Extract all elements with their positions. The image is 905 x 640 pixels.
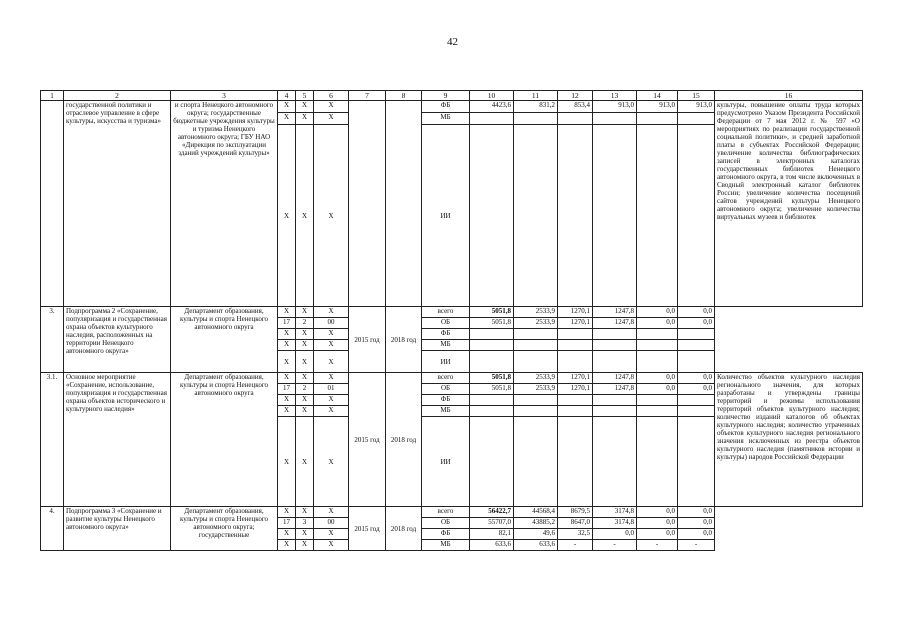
funding-source-cell: МБ [422,406,470,417]
code-cell: X [314,529,349,540]
funding-source-cell: всего [422,307,470,318]
amount-cell [558,340,593,351]
amount-cell: 633,6 [470,540,514,551]
funding-source-cell: ФБ [422,101,470,113]
table-row [41,507,863,518]
amount-cell: - [637,540,678,551]
amount-cell [514,406,558,417]
amount-cell: 3174,8 [593,507,637,518]
code-cell: X [278,101,296,113]
amount-cell [470,395,514,406]
column-header: 14 [637,91,678,101]
amount-cell [514,417,558,507]
funding-source-cell: ИИ [422,351,470,373]
amount-cell [678,329,715,340]
amount-cell: 0,0 [678,518,715,529]
amount-cell [593,113,637,125]
amount-cell: 1270,1 [558,373,593,384]
code-cell: X [296,307,314,318]
code-cell: X [314,351,349,373]
amount-cell: - [593,540,637,551]
amount-cell [470,417,514,507]
amount-cell: 633,6 [514,540,558,551]
end-year-cell: 2018 год [386,307,422,373]
amount-cell [637,395,678,406]
amount-cell: 2533,9 [514,318,558,329]
code-cell: 00 [314,518,349,529]
funding-source-cell: всего [422,507,470,518]
amount-cell [593,417,637,507]
column-header: 11 [514,91,558,101]
funding-source-cell: ОБ [422,518,470,529]
result-cell: Количество объектов культурного наследия регионального значения, для которых разработаны и утверждены границы территорий и режимы использования территорий объектов культурного наследия; количество изданий каталогов об объектах культурного наследия; количество утраченных объектов культурного наследия регионального значения исключенных из реестра объектов культурного наследия (памятников истории и культуры) народов Российской Федерации [715,373,863,507]
amount-cell [593,329,637,340]
page-number: 42 [447,36,458,48]
amount-cell: 5051,8 [470,384,514,395]
amount-cell: 2533,9 [514,307,558,318]
code-cell: X [296,395,314,406]
amount-cell [470,340,514,351]
code-cell: X [314,340,349,351]
code-cell: X [296,417,314,507]
amount-cell: 0,0 [637,373,678,384]
column-header: 4 [278,91,296,101]
amount-cell: 8647,0 [558,518,593,529]
code-cell: X [296,125,314,307]
end-year-cell [386,101,422,307]
program-name-cell: Подпрограмма 2 «Сохранение, популяризация и государственная охрана объектов культурного наследия, расположенных на территории Ненецкого автономного округа» [64,307,171,373]
column-header: 2 [64,91,171,101]
amount-cell: - [678,540,715,551]
column-header: 9 [422,91,470,101]
amount-cell: 0,0 [637,318,678,329]
executor-cell: и спорта Ненецкого автономного округа; государственные бюджетные учреждения культуры и туризма Ненецкого автономного округа; ГБУ НАО «Дирекция по эксплуатации зданий учреждений культуры» [171,101,278,307]
amount-cell: 913,0 [678,101,715,113]
code-cell: X [278,395,296,406]
code-cell: X [278,307,296,318]
amount-cell: 2533,9 [514,373,558,384]
funding-source-cell: ФБ [422,395,470,406]
code-cell: X [278,540,296,551]
code-cell: X [296,529,314,540]
amount-cell: 0,0 [678,507,715,518]
amount-cell: 0,0 [637,307,678,318]
amount-cell: 913,0 [593,101,637,113]
amount-cell: 1247,8 [593,373,637,384]
code-cell: X [278,125,296,307]
executor-cell: Департамент образования, культуры и спорта Ненецкого автономного округа [171,373,278,507]
column-header: 13 [593,91,637,101]
amount-cell: 5051,8 [470,307,514,318]
funding-source-cell: ОБ [422,318,470,329]
amount-cell [470,406,514,417]
code-cell: X [314,125,349,307]
amount-cell [470,351,514,373]
funding-source-cell: ИИ [422,125,470,307]
column-header: 10 [470,91,514,101]
code-cell: X [314,329,349,340]
amount-cell [558,329,593,340]
code-cell: X [314,507,349,518]
amount-cell [637,340,678,351]
amount-cell [678,340,715,351]
row-number-cell [41,101,64,307]
end-year-cell: 2018 год [386,507,422,551]
funding-source-cell: МБ [422,113,470,125]
amount-cell: 0,0 [637,529,678,540]
amount-cell [678,417,715,507]
code-cell: X [278,507,296,518]
row-number-cell: 3.1. [41,373,64,507]
amount-cell: 1270,1 [558,318,593,329]
amount-cell: 0,0 [637,507,678,518]
amount-cell [593,125,637,307]
amount-cell: - [558,540,593,551]
code-cell: X [314,406,349,417]
column-header: 16 [715,91,863,101]
code-cell: X [296,329,314,340]
program-table-wrapper [40,90,863,551]
amount-cell [558,113,593,125]
amount-cell [593,406,637,417]
amount-cell: 0,0 [593,529,637,540]
code-cell: 17 [278,384,296,395]
amount-cell [593,395,637,406]
amount-cell: 1247,8 [593,384,637,395]
amount-cell [678,395,715,406]
funding-source-cell: МБ [422,340,470,351]
amount-cell: 4423,6 [470,101,514,113]
code-cell: X [278,406,296,417]
program-table [40,90,863,551]
code-cell: X [278,329,296,340]
row-number-cell: 3. [41,307,64,373]
amount-cell: 831,2 [514,101,558,113]
code-cell: X [296,113,314,125]
amount-cell: 0,0 [678,318,715,329]
column-header: 6 [314,91,349,101]
code-cell: X [314,113,349,125]
table-row [41,101,863,113]
result-cell: культуры, повышение оплаты труда которых предусмотрено Указом Президента Российской Федерации от 7 мая 2012 г. № 597 «О мероприятиях по реализации государственной социальной политики», и средней заработной платы в субъектах Российской Федерации; увеличение количества библиографических записей в электронных каталогах государственных библиотек Ненецкого автономного округа, в том числе включенных в Сводный электронный каталог библиотек России; увеличение количества посещений сайтов учреждений культуры Ненецкого автономного округа; увеличение количества виртуальных музеев и библиотек [715,101,863,307]
column-number-row [41,91,863,101]
amount-cell [470,125,514,307]
code-cell: X [296,101,314,113]
code-cell: 17 [278,518,296,529]
code-cell: X [278,529,296,540]
code-cell: X [278,417,296,507]
amount-cell: 8679,5 [558,507,593,518]
amount-cell [558,406,593,417]
code-cell: 2 [296,384,314,395]
code-cell: X [278,351,296,373]
amount-cell: 3174,8 [593,518,637,529]
table-row [41,307,863,318]
amount-cell [678,113,715,125]
amount-cell: 5051,8 [470,318,514,329]
amount-cell: 1270,1 [558,307,593,318]
executor-cell: Департамент образования, культуры и спорта Ненецкого автономного округа; государственные [171,507,278,551]
code-cell: 2 [296,318,314,329]
funding-source-cell: всего [422,373,470,384]
funding-source-cell: ИИ [422,417,470,507]
amount-cell [637,417,678,507]
start-year-cell: 2015 год [349,373,386,507]
amount-cell [637,329,678,340]
code-cell: X [278,373,296,384]
start-year-cell: 2015 год [349,507,386,551]
amount-cell [678,351,715,373]
code-cell: X [314,540,349,551]
amount-cell: 913,0 [637,101,678,113]
amount-cell: 0,0 [637,384,678,395]
amount-cell [470,113,514,125]
amount-cell: 2533,9 [514,384,558,395]
amount-cell: 1247,8 [593,318,637,329]
funding-source-cell: ОБ [422,384,470,395]
funding-source-cell: ФБ [422,529,470,540]
row-number-cell: 4. [41,507,64,551]
amount-cell: 43885,2 [514,518,558,529]
amount-cell [514,351,558,373]
amount-cell [470,329,514,340]
amount-cell [593,340,637,351]
program-name-cell: Подпрограмма 3 «Сохранение и развитие культуры Ненецкого автономного округа» [64,507,171,551]
amount-cell [637,125,678,307]
column-header: 8 [386,91,422,101]
code-cell: X [314,395,349,406]
code-cell: X [296,351,314,373]
program-name-cell: государственной политики и отраслевое управление в сфере культуры, искусства и туризма» [64,101,171,307]
amount-cell: 0,0 [678,384,715,395]
code-cell: 00 [314,318,349,329]
amount-cell: 44568,4 [514,507,558,518]
code-cell: 3 [296,518,314,529]
table-row [41,373,863,384]
amount-cell: 1247,8 [593,307,637,318]
column-header: 3 [171,91,278,101]
amount-cell [558,125,593,307]
code-cell: X [296,540,314,551]
amount-cell [637,351,678,373]
amount-cell [558,351,593,373]
amount-cell [514,113,558,125]
amount-cell [514,329,558,340]
code-cell: 01 [314,384,349,395]
code-cell: X [296,406,314,417]
code-cell: X [314,373,349,384]
amount-cell: 82,1 [470,529,514,540]
amount-cell [558,417,593,507]
column-header: 15 [678,91,715,101]
amount-cell: 55707,0 [470,518,514,529]
result-cell [715,507,863,551]
amount-cell [514,125,558,307]
amount-cell [678,125,715,307]
amount-cell: 0,0 [678,307,715,318]
code-cell: X [296,507,314,518]
result-cell [715,307,863,373]
code-cell: X [278,340,296,351]
start-year-cell [349,101,386,307]
column-header: 7 [349,91,386,101]
amount-cell [637,113,678,125]
amount-cell: 56422,7 [470,507,514,518]
code-cell: X [278,113,296,125]
code-cell: X [296,373,314,384]
end-year-cell: 2018 год [386,373,422,507]
code-cell: X [314,417,349,507]
amount-cell: 5051,8 [470,373,514,384]
code-cell: 17 [278,318,296,329]
column-header: 5 [296,91,314,101]
funding-source-cell: ФБ [422,329,470,340]
amount-cell [514,340,558,351]
amount-cell [678,406,715,417]
code-cell: X [314,307,349,318]
executor-cell: Департамент образования, культуры и спорта Ненецкого автономного округа [171,307,278,373]
amount-cell: 0,0 [678,529,715,540]
column-header: 1 [41,91,64,101]
amount-cell: 49,6 [514,529,558,540]
program-name-cell: Основное мероприятие «Сохранение, использование, популяризация и государственная охрана объектов исторического и культурного наследия» [64,373,171,507]
code-cell: X [314,101,349,113]
amount-cell [558,395,593,406]
amount-cell [593,351,637,373]
code-cell: X [296,340,314,351]
column-header: 12 [558,91,593,101]
start-year-cell: 2015 год [349,307,386,373]
amount-cell: 853,4 [558,101,593,113]
amount-cell [514,395,558,406]
amount-cell: 1270,1 [558,384,593,395]
amount-cell [637,406,678,417]
amount-cell: 0,0 [678,373,715,384]
funding-source-cell: МБ [422,540,470,551]
amount-cell: 0,0 [637,518,678,529]
amount-cell: 32,5 [558,529,593,540]
